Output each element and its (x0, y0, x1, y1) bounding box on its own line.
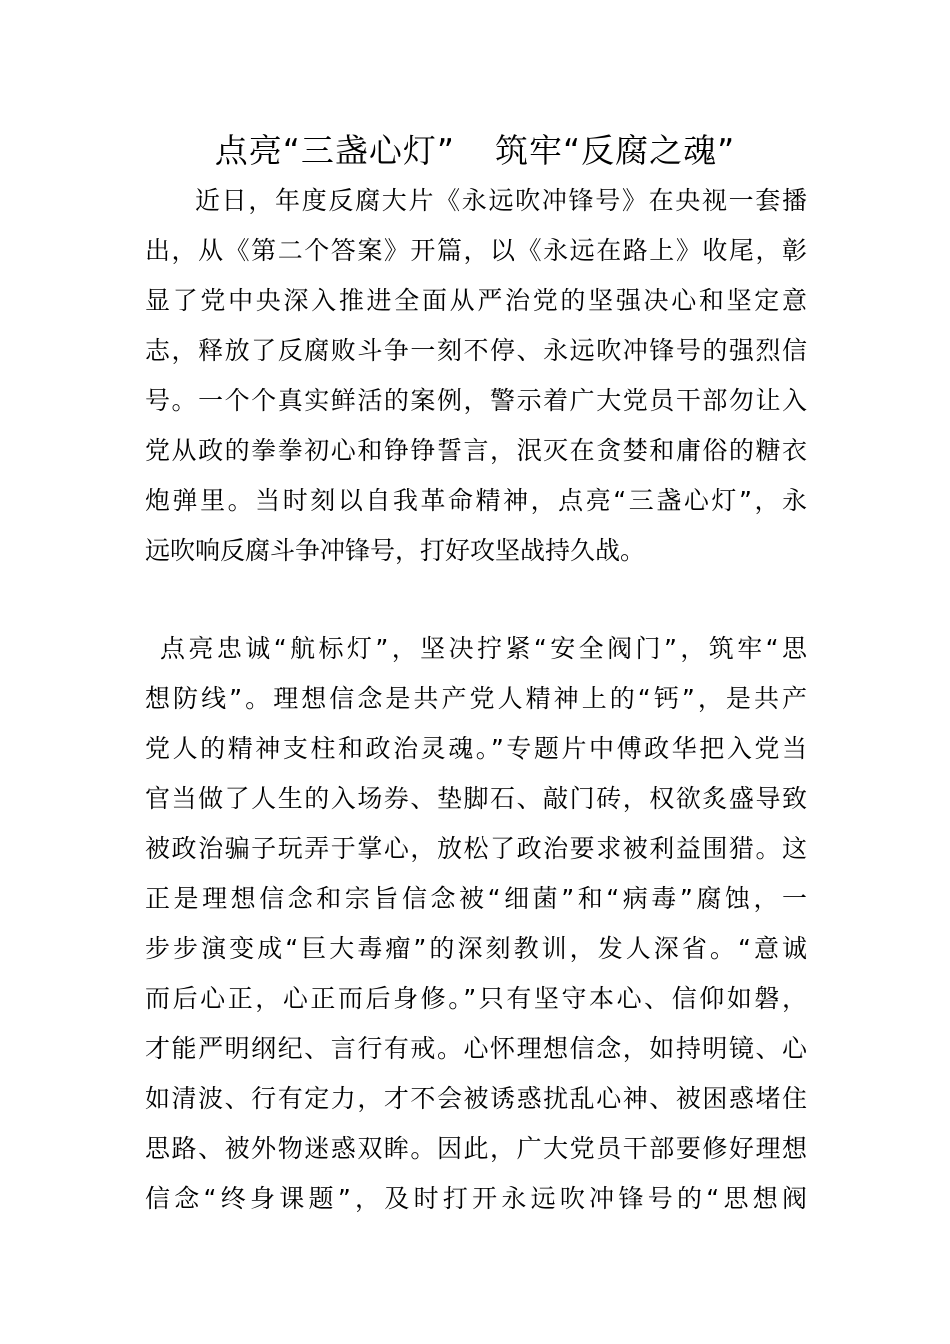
paragraph-line: 显了党中央深入推进全面从严治党的坚强决心和坚定意 (145, 286, 807, 315)
title-part-1: 点亮“三盏心灯” (214, 131, 455, 170)
paragraph-line: 如清波、行有定力，才不会被诱惑扰乱心神、被困惑堵住 (145, 1084, 807, 1113)
paragraph-line: 想防线”。理想信念是共产党人精神上的“钙”，是共产 (145, 684, 807, 713)
paragraph-line: 被政治骗子玩弄于掌心，放松了政治要求被利益围猎。这 (145, 834, 807, 863)
paragraph-line: 才能严明纲纪、言行有戒。心怀理想信念，如持明镜、心 (145, 1034, 807, 1063)
paragraph-line: 信念“终身课题”，及时打开永远吹冲锋号的“思想阀 (145, 1184, 807, 1213)
paragraph-line: 思路、被外物迷惑双眸。因此，广大党员干部要修好理想 (145, 1134, 807, 1163)
paragraph-line: 步步演变成“巨大毒瘤”的深刻教训，发人深省。“意诚 (145, 934, 807, 963)
paragraph-line: 党人的精神支柱和政治灵魂。”专题片中傅政华把入党当 (145, 734, 807, 763)
paragraph-line: 正是理想信念和宗旨信念被“细菌”和“病毒”腐蚀，一 (145, 884, 807, 913)
paragraph-line: 号。一个个真实鲜活的案例，警示着广大党员干部勿让入 (145, 386, 807, 415)
paragraph-line: 志，释放了反腐败斗争一刻不停、永远吹冲锋号的强烈信 (145, 336, 807, 365)
paragraph-line: 官当做了人生的入场券、垫脚石、敲门砖，权欲炙盛导致 (145, 784, 807, 813)
paragraph-line: 炮弹里。当时刻以自我革命精神，点亮“三盏心灯”，永 (145, 486, 807, 515)
paragraph-line: 出，从《第二个答案》开篇，以《永远在路上》收尾，彰 (145, 236, 807, 265)
paragraph-line: 而后心正，心正而后身修。”只有坚守本心、信仰如磐， (145, 984, 807, 1013)
paragraph-line: 远吹响反腐斗争冲锋号，打好攻坚战持久战。 (145, 536, 646, 565)
paragraph-line: 近日，年度反腐大片《永远吹冲锋号》在央视一套播 (195, 186, 807, 215)
paragraph-line: 点亮忠诚“航标灯”，坚决拧紧“安全阀门”，筑牢“思 (160, 634, 807, 663)
paragraph-1 (145, 176, 807, 576)
paragraph-2 (145, 624, 807, 1224)
title-part-2: 筑牢“反腐之魂” (495, 131, 736, 170)
document-title (0, 128, 950, 174)
paragraph-line: 党从政的拳拳初心和铮铮誓言，泯灭在贪婪和庸俗的糖衣 (145, 436, 807, 465)
